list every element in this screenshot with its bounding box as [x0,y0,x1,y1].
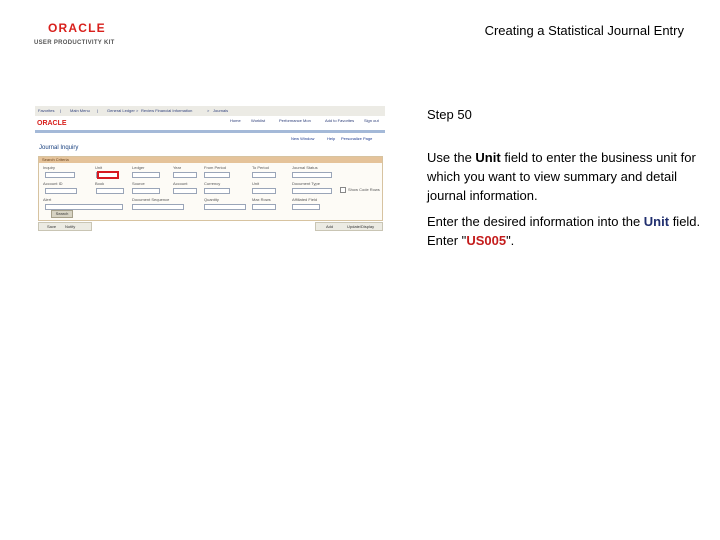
screenshot-field-label: To Period [252,165,269,170]
field-name-unit: Unit [643,214,670,229]
slide-title: Creating a Statistical Journal Entry [484,23,684,38]
instruction-paragraph-entry: Enter the desired information into the Unit field. Enter "US005". [427,214,701,248]
upk-wordmark: USER PRODUCTIVITY KIT [34,40,115,46]
screenshot-checkbox [340,187,346,193]
screenshot-footer-link: Notify [65,224,76,229]
screenshot-field-label: Affiliated Field [292,197,318,202]
screenshot-nav-separator: > [207,108,210,113]
screenshot-top-nav [225,118,385,126]
screenshot-account-id-field [45,188,77,194]
screenshot-field-label: Alert [43,197,52,202]
screenshot-currency-field [204,188,230,194]
screenshot-footer-link: Add [326,224,334,229]
oracle-wordmark: ORACLE [48,21,106,35]
screenshot-top-nav-item: Add to Favorites [325,118,355,123]
screenshot-nav-item: Review Financial Information [141,108,193,113]
screenshot-field-label: Book [95,181,105,186]
screenshot-field-label: Account ID [43,181,63,186]
screenshot-breadcrumb-bar [35,106,385,116]
field-name-unit: Unit [475,150,501,165]
screenshot-field-label: Ledger [132,165,145,170]
screenshot-nav-separator: | [60,108,62,113]
screenshot-year-field [173,172,197,178]
screenshot-nav-separator: | [97,108,99,113]
screenshot-document-type-field [292,188,332,194]
screenshot-quantity-field [204,204,246,210]
screenshot-footer-left [38,222,92,231]
screenshot-field-label: Unit [252,181,260,186]
screenshot-field-label: Quantity [204,197,219,202]
screenshot-header-divider [35,130,385,133]
screenshot-journal-status-field [292,172,332,178]
screenshot-top-nav-item: Sign out [364,118,379,123]
screenshot-field-label: Max Rows [252,197,271,202]
unit-field-highlight [97,171,119,179]
screenshot-field-label: Source [132,181,145,186]
screenshot-field-label: Document Type [292,181,320,186]
screenshot-source-field [132,188,160,194]
screenshot-page-title: Journal Inquiry [39,145,79,151]
instruction-paragraph: Use the Unit field to enter the business unit for which you want to view summary and detail journal information. [427,150,696,203]
screenshot-inquiry-field [45,172,75,178]
entry-value: US005 [466,233,507,248]
screenshot-top-nav-item: Performance Mon [279,118,311,123]
screenshot-link: New Window [291,136,315,141]
step-number: Step 50 [427,107,472,122]
screenshot-nav-separator: > [136,108,139,113]
screenshot-search-button: Search [51,210,73,218]
screenshot-checkbox-label: Show Code Rows [348,187,380,192]
screenshot-field-label: Journal Status [292,165,318,170]
screenshot-field-label: Document Sequence [132,197,170,202]
screenshot-unit2-field [252,188,276,194]
screenshot-footer-right [315,222,383,231]
screenshot-affiliated-field [292,204,320,210]
oracle-upk-logo [34,22,124,48]
screenshot-account-field [173,188,197,194]
screenshot-top-nav-item: Worklist [251,118,266,123]
screenshot-from-period-field [204,172,230,178]
screenshot-field-label: Account [173,181,188,186]
screenshot-link: Personalize Page [341,136,373,141]
screenshot-field-label: From Period [204,165,227,170]
screenshot-box-title: Search Criteria [42,157,69,162]
screenshot-footer-link: Save [47,224,57,229]
screenshot-search-criteria-box [38,156,383,221]
screenshot-nav-item: Favorites [38,108,55,113]
screenshot-link: Help [327,136,336,141]
screenshot-ledger-field [132,172,160,178]
screenshot-top-nav-item: Home [230,118,241,123]
screenshot-book-field [96,188,124,194]
screenshot-nav-item: General Ledger [107,108,135,113]
screenshot-field-label: Year [173,165,182,170]
screenshot-oracle-logo: ORACLE [37,120,67,127]
screenshot-field-label: Currency [204,181,221,186]
screenshot-to-period-field [252,172,276,178]
screenshot-field-label: Inquiry [43,165,56,170]
screenshot-field-label: Unit [95,165,103,170]
application-screenshot [35,106,385,232]
screenshot-footer-link: Update/Display [347,224,375,229]
screenshot-nav-item: Journals [213,108,229,113]
screenshot-nav-item: Main Menu [70,108,90,113]
screenshot-document-sequence-field [132,204,184,210]
screenshot-max-rows-field [252,204,276,210]
